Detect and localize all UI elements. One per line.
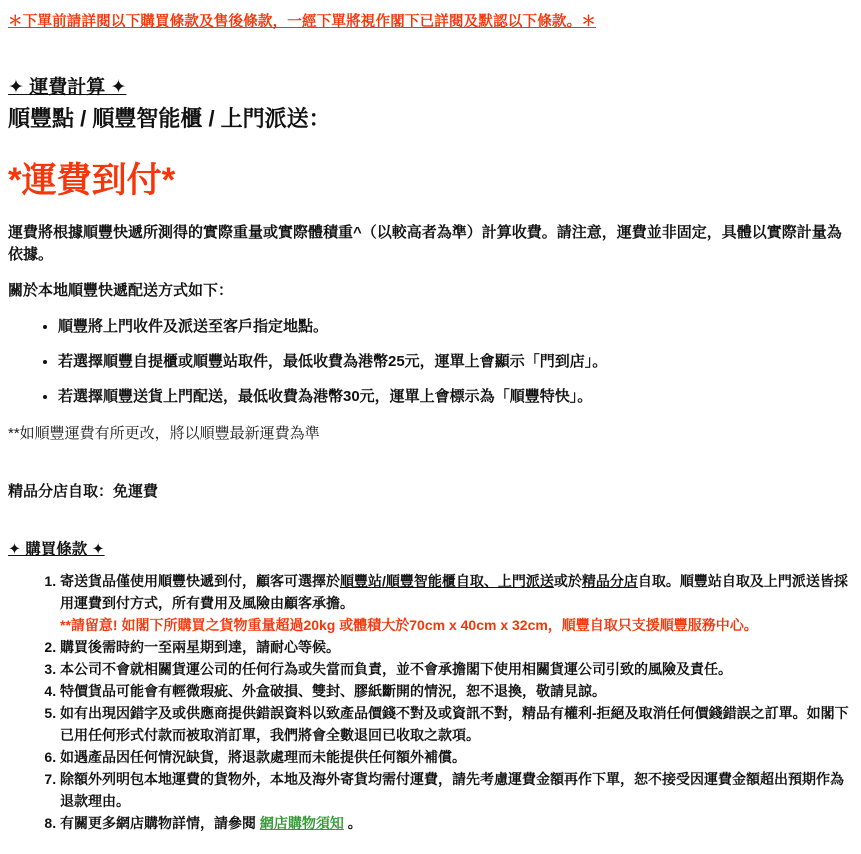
shipping-fee-heading: ✦ 運費計算 ✦ bbox=[8, 77, 127, 98]
terms-item-text: 有關更多網店購物詳情，請參閱 bbox=[60, 815, 260, 831]
pre-order-notice: ＊下單前請詳閱以下購買條款及售後條款，一經下單將視作閣下已詳閱及默認以下條款。＊ bbox=[8, 14, 596, 30]
terms-item-text: 寄送貨品僅使用順豐快遞到付，顧客可選擇於 bbox=[60, 573, 340, 589]
delivery-options-intro: 關於本地順豐快遞配送方式如下： bbox=[8, 282, 234, 299]
delivery-option: • 順豐將上門收件及派送至客戶指定地點。 bbox=[58, 316, 853, 338]
delivery-option: • 若選擇順豐自提櫃或順豐站取件，最低收費為港幣25元，運單上會顯示「門到店」。 bbox=[58, 351, 853, 373]
delivery-option: • 若選擇順豐送貨上門配送，最低收費為港幣30元，運單上會標示為「順豐特快」。 bbox=[58, 386, 853, 408]
terms-item-discounted-goods: 4. 特價貨品可能會有輕微瑕疵、外盒破損、雙封、膠紙斷開的情況，恕不退換，敬請見諒。 bbox=[60, 680, 853, 702]
terms-item-pricing-errors: 5. 如有出現因錯字及或供應商提供錯誤資料以致產品價錢不對及或資訊不對，精品有權利-拒絕及取消任何價錢錯誤之訂單。如閣下已用任何形式付款而被取消訂單，我們將會全數退回已收取之款項。 bbox=[60, 702, 853, 746]
freight-collect-title: *運費到付* bbox=[8, 161, 176, 200]
store-pickup-note: 精品分店自取：免運費 bbox=[8, 483, 159, 500]
terms-item-text: 自取。順豐站自取及上門派送皆採用運費到付方式，所有費用及風險由顧客承擔。 bbox=[60, 573, 848, 611]
terms-item-out-of-stock: 6. 如遇產品因任何情況缺貨，將退款處理而未能提供任何額外補償。 bbox=[60, 746, 853, 768]
delivery-methods-subheading: 順豐點 / 順豐智能櫃 / 上門派送： bbox=[8, 106, 331, 131]
purchase-terms-heading: ✦ 購買條款 ✦ bbox=[8, 541, 105, 558]
terms-item-text: 。 bbox=[343, 815, 362, 831]
pickup-options-underline: 順豐站/順豐智能櫃自取、上門派送 bbox=[340, 573, 554, 589]
store-guide-link[interactable]: 網店購物須知 bbox=[259, 815, 344, 831]
weight-limit-warning: **請留意! 如閣下所購買之貨物重量超過20kg 或體積大於70cm x 40cm x 32cm，順豐自取只支援順豐服務中心。 bbox=[60, 617, 758, 633]
terms-item-shipping-method bbox=[60, 570, 853, 636]
terms-item-shipping-cost: 7. 除額外列明包本地運費的貨物外，本地及海外寄貨均需付運費，請先考慮運費金額再作下單，恕不接受因運費金額超出預期作為退款理由。 bbox=[60, 768, 853, 812]
boutique-store-underline: 精品分店 bbox=[581, 573, 638, 589]
terms-item-delivery-time: 2. 購買後需時約一至兩星期到達，請耐心等候。 bbox=[60, 636, 853, 658]
fee-change-note: **如順豐運費有所更改，將以順豐最新運費為準 bbox=[8, 425, 320, 442]
terms-item-text: 或於 bbox=[553, 573, 582, 589]
purchase-terms-list bbox=[8, 570, 853, 834]
delivery-options-list bbox=[8, 316, 853, 408]
fee-calculation-note: 運費將根據順豐快遞所測得的實際重量或實際體積重^（以較高者為準）計算收費。請注意，運費並非固定，具體以實際計量為依據。 bbox=[8, 224, 842, 263]
terms-item-courier-liability: 3. 本公司不會就相關貨運公司的任何行為或失當而負責，並不會承擔閣下使用相關貨運公司引致的風險及責任。 bbox=[60, 658, 853, 680]
